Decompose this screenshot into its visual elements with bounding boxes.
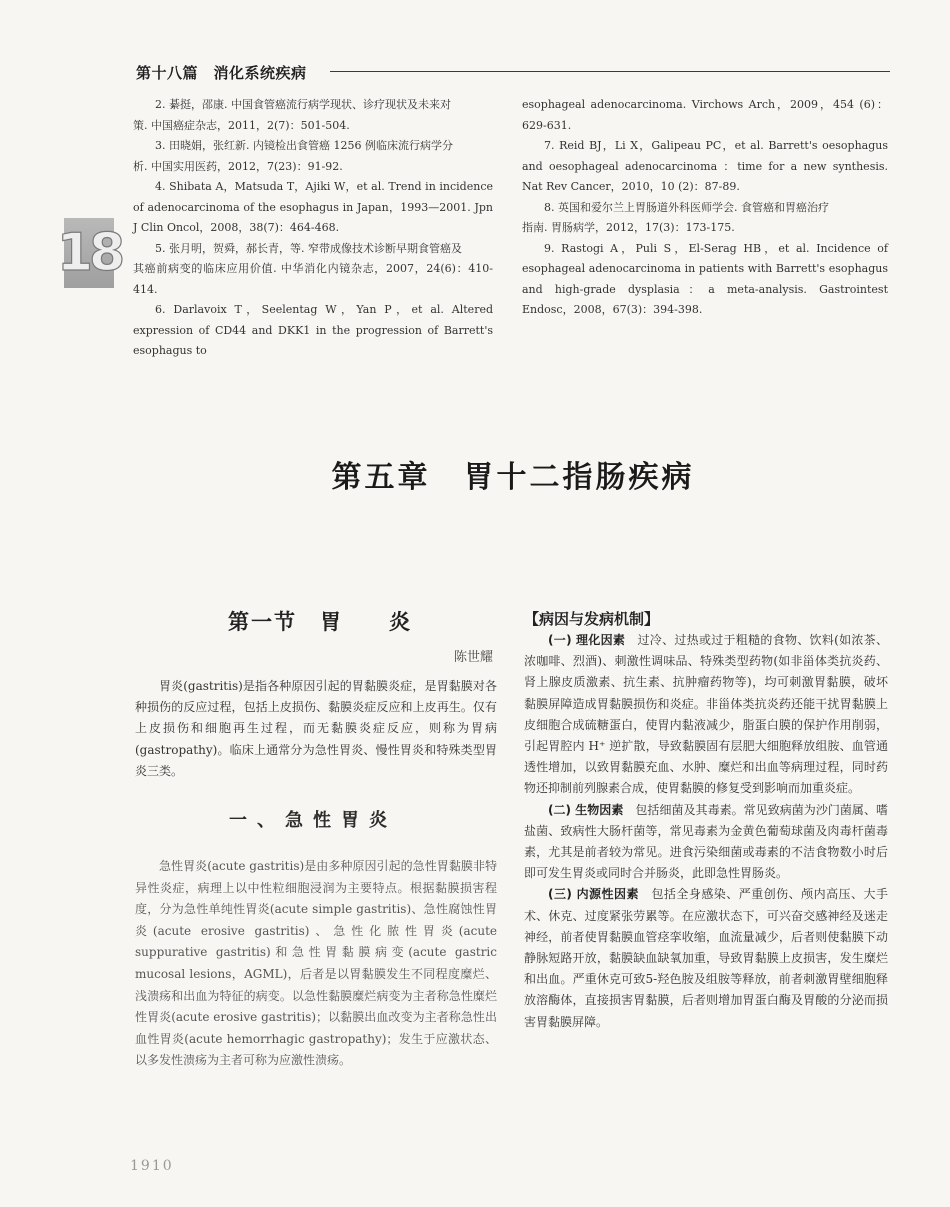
reference-item: 4. Shibata A，Matsuda T，Ajiki W，et al. Trend in incidence of adenocarcinoma of the esophagus in Japan，1993—2001. Jpn J Clin Oncol，2008，38(7)：464-468. xyxy=(133,180,494,234)
chapter-thumb-tab xyxy=(56,218,122,288)
reference-item: 7. Reid BJ，Li X，Galipeau PC，et al. Barrett's oesophagus and oesophageal adenocarcinoma ：time for a new synthesis. Nat Rev Cancer，2010，10 (2)：87-89. xyxy=(522,139,889,193)
reference-item: 3. 田晓娟，张红新. 内镜检出食管癌 1256 例临床流行病学分 析. 中国实用医药，2012，7(23)：91-92. xyxy=(133,139,453,173)
subsection-title: 一、急性胃炎 xyxy=(229,810,397,831)
reference-item: 8. 英国和爱尔兰上胃肠道外科医师学会. 食管癌和胃癌治疗 指南. 胃肠病学，2012，17(3)：173-175. xyxy=(522,200,829,234)
etiology-item: (一) 理化因素 过冷、过热或过于粗糙的食物、饮料(如浓茶、浓咖啡、烈酒)、刺激性调味品、特殊类型药物(如非甾体类抗炎药、肾上腺皮质激素、抗生素、抗肿瘤药物等)，均可刺激胃黏膜，破坏黏膜屏障造成胃黏膜损伤和炎症。非甾体类抗炎药还能干扰胃黏膜上皮细胞合成硫糖蛋白，使胃内黏液减少，脂蛋白膜的保护作用削弱，引起胃腔内 H⁺ 逆扩散，导致黏膜固有层肥大细胞释放组胺、血管通透性增加，以致胃黏膜充血、水肿、糜烂和出血等病理过程，同时药物还抑制前列腺素合成，使胃黏膜的修复受到影响而加重炎症。 xyxy=(524,633,888,796)
acute-gastritis-text xyxy=(135,856,497,1072)
etiology-heading: 【病因与发病机制】 xyxy=(524,610,660,628)
intro-paragraph: 胃炎(gastritis)是指各种原因引起的胃黏膜炎症，是胃黏膜对各种损伤的反应过程，包括上皮损伤、黏膜炎症反应和上皮再生。仅有上皮损伤和细胞再生过程，而无黏膜炎症反应，则称为胃病(gastropathy)。临床上通常分为急性胃炎、慢性胃炎和特殊类型胃炎三类。 xyxy=(135,679,497,778)
reference-item: 5. 张月明，贺舜，郝长青，等. 窄带成像技术诊断早期食管癌及 其癌前病变的临床应用价值. 中华消化内镜杂志，2007，24(6)：410-414. xyxy=(133,241,493,296)
etiology-label: (一) 理化因素 xyxy=(548,633,626,647)
etiology-label: (二) 生物因素 xyxy=(548,802,624,817)
reference-item: 9. Rastogi A，Puli S，El-Serag HB，et al. Incidence of esophageal adenocarcinoma in patients with Barrett's esophagus and high-grade dysplasia：a meta-analysis. Gastrointest Endosc，2008，67(3)：394-398. xyxy=(522,241,888,316)
page-number: 1910 xyxy=(130,1158,174,1174)
reference-item: 6. Darlavoix T，Seelentag W，Yan P，et al. Altered expression of CD44 and DKK1 in the progression of Barrett's esophagus to xyxy=(133,303,494,357)
section-title: 第一节 胃 炎 xyxy=(228,609,412,634)
header-rule xyxy=(330,71,890,72)
section-author: 陈世耀 xyxy=(453,650,493,665)
reference-item: 2. 綦挺，邵康. 中国食管癌流行病学现状、诊疗现状及未来对 策. 中国癌症杂志，2011，2(7)：501-504. xyxy=(133,98,451,132)
thumb-tab-number: 18 xyxy=(56,223,122,283)
running-header-title: 第十八篇 消化系统疾病 xyxy=(136,64,307,82)
etiology-item: (二) 生物因素 包括细菌及其毒素。常见致病菌为沙门菌属、嗜盐菌、致病性大肠杆菌等，常见毒素为金黄色葡萄球菌及肉毒杆菌毒素，尤其是前者较为常见。进食污染细菌或毒素的不洁食物数小时后即可发生胃炎或同时合并肠炎，此即急性胃肠炎。 xyxy=(524,802,888,881)
section-intro xyxy=(135,676,497,782)
acute-paragraph: 急性胃炎(acute gastritis)是由多种原因引起的急性胃黏膜非特异性炎症，病理上以中性粒细胞浸润为主要特点。根据黏膜损害程度，分为急性单纯性胃炎(acute simple gastritis)、急性腐蚀性胃炎(acute erosive gastritis)、急性化脓性胃炎(acute suppurative gastritis)和急性胃黏膜病变(acute gastric mucosal lesions，AGML)，后者是以胃黏膜发生不同程度糜烂、浅溃疡和出血为特征的病变。以急性黏膜糜烂病变为主者称急性糜烂性胃炎(acute erosive gastritis)；以黏膜出血改变为主者称急性出血性胃炎(acute hemorrhagic gastropathy)；发生于应激状态、以多发性溃疡为主者可称为应激性溃疡。 xyxy=(135,859,497,1068)
etiology-item: (三) 内源性因素 包括全身感染、严重创伤、颅内高压、大手术、休克、过度紧张劳累等。在应激状态下，可兴奋交感神经及迷走神经，前者使胃黏膜血管痉挛收缩，血流量减少，后者则使黏膜下动静脉短路开放，黏膜缺血缺氧加重，导致胃黏膜上皮损害，发生糜烂和出血。严重休克可致5-羟色胺及组胺等释放，前者刺激胃壁细胞释放溶酶体，直接损害胃黏膜，后者则增加胃蛋白酶及胃酸的分泌而损害胃黏膜屏障。 xyxy=(524,887,888,1029)
references-left-column xyxy=(133,95,493,362)
chapter-title: 第五章 胃十二指肠疾病 xyxy=(331,460,695,495)
references-right-column xyxy=(522,95,888,321)
etiology-label: (三) 内源性因素 xyxy=(548,887,639,902)
reference-item: esophageal adenocarcinoma. Virchows Arch，2009，454 (6)：629-631. xyxy=(522,98,888,132)
etiology-body xyxy=(524,630,888,1033)
